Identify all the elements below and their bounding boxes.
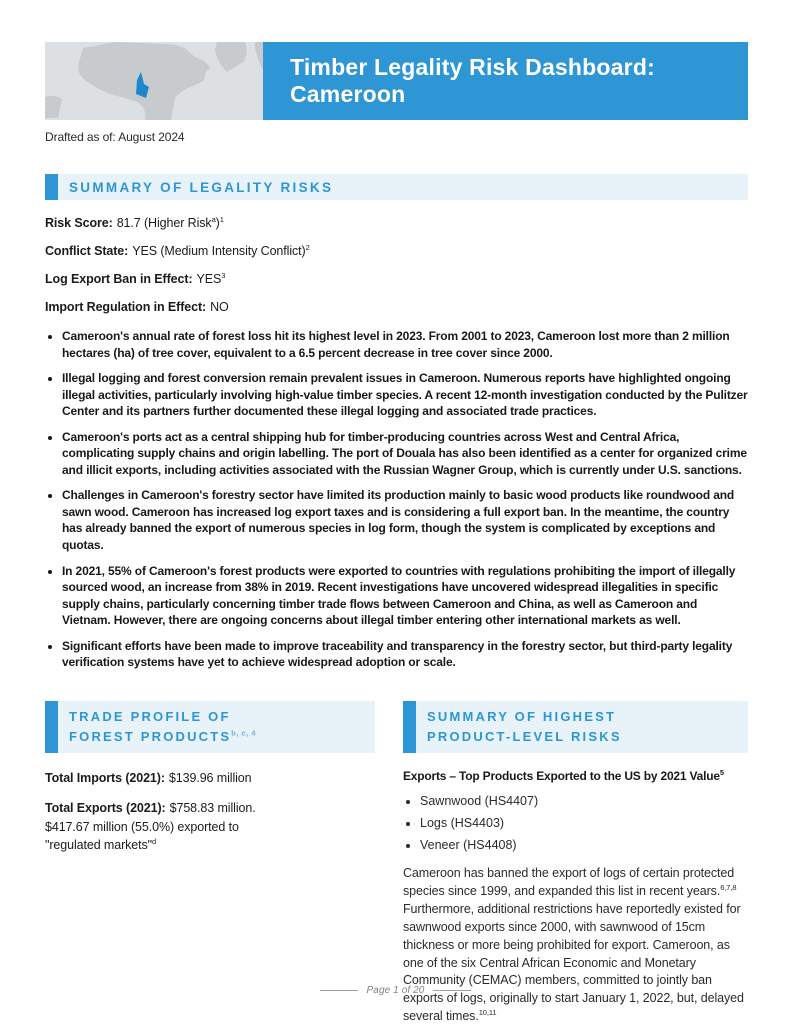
stat-import-regulation xyxy=(45,300,748,314)
product-logs: • Logs (HS4403) xyxy=(420,816,748,830)
stat-value: 81.7 (Higher Risk xyxy=(116,216,212,230)
stat-label: Risk Score: xyxy=(45,216,113,230)
top-products-list xyxy=(403,794,748,852)
stat-label: Conflict State: xyxy=(45,244,129,258)
product-risks-column xyxy=(403,701,748,1024)
stat-risk-score xyxy=(45,216,748,230)
bullet-forest-loss: • Cameroon's annual rate of forest loss hit its highest level in 2023. From 2001 to 2023, Cameroon lost more than 2 million hectares (ha) of tree cover, equivalent to a 6.5 percent decrease in tree cover since 2000. xyxy=(62,328,748,361)
lower-columns xyxy=(45,701,748,1024)
legality-bullet-list xyxy=(45,328,748,671)
trade-stats xyxy=(45,769,375,855)
africa-map-image xyxy=(45,42,263,120)
section-title xyxy=(58,701,256,753)
section-title-line2: FOREST PRODUCTS xyxy=(69,728,232,744)
bullet-export-regulations: • In 2021, 55% of Cameroon's forest products were exported to countries with regulations prohibiting the import of illegally sourced wood, an increase from 38% in 2019. Recent investigations have uncovered widespread illegalities in specific supply chains, particularly concerning timber trade flows between Cameroon and China, as well as Cameroon and Vietnam. However, there are ongoing concerns about illegal timber entering other international markets as well. xyxy=(62,563,748,629)
footnote-marker: 10,11 xyxy=(478,1007,497,1017)
stat-label: Log Export Ban in Effect: xyxy=(45,272,193,286)
stat-label: Total Exports (2021): xyxy=(45,800,166,815)
footnote-marker: 3 xyxy=(221,270,226,280)
stat-conflict-state xyxy=(45,244,748,258)
legality-stats xyxy=(45,216,748,314)
section-title-line1: SUMMARY OF HIGHEST xyxy=(427,708,617,724)
stat-value-close: ) xyxy=(215,216,220,230)
stat-value: NO xyxy=(210,300,229,314)
stat-label: Import Regulation in Effect: xyxy=(45,300,207,314)
stat-total-imports xyxy=(45,769,293,788)
footer-rule-left xyxy=(320,990,358,991)
section-header-product-risks xyxy=(403,701,748,753)
section-accent-bar xyxy=(45,174,58,200)
footnote-marker: a xyxy=(211,214,216,224)
page-footer xyxy=(0,985,791,996)
stat-total-exports xyxy=(45,799,293,855)
section-header-legality-risks xyxy=(45,174,748,200)
bullet-forestry-challenges: • Challenges in Cameroon's forestry sector have limited its production mainly to basic wood products like roundwood and sawn wood. Cameroon has increased log export taxes and is considering a full export ban. In the meantime, the country has already banned the export of numerous species in log form, though the system is complicated by exceptions and quotas. xyxy=(62,487,748,553)
title-banner xyxy=(263,42,748,120)
heading-text: Exports – Top Products Exported to the US by 2021 Value xyxy=(403,769,720,784)
page-number: Page 1 of 20 xyxy=(366,985,425,996)
stat-value: YES xyxy=(196,272,222,286)
page-title-line2: Cameroon xyxy=(290,81,406,107)
section-title: SUMMARY OF LEGALITY RISKS xyxy=(69,179,334,195)
bullet-traceability: • Significant efforts have been made to improve traceability and transparency in the forestry sector, but third-party legality verification systems have yet to achieve widespread adoption or scale. xyxy=(62,638,748,671)
footnote-marker: 2 xyxy=(305,242,310,252)
footnote-marker: 5 xyxy=(719,768,724,778)
footnote-marker: b, c, 4 xyxy=(231,728,257,738)
bullet-illegal-logging: • Illegal logging and forest conversion remain prevalent issues in Cameroon. Numerous reports have highlighted ongoing illegal activities, particularly involving high-value timber species. A recent 12-month investigation conducted by the Pulitzer Center and its partners further documented these illegal logging and associated trade practices. xyxy=(62,370,748,420)
section-accent-bar xyxy=(45,701,58,753)
footer-rule-right xyxy=(433,990,471,991)
product-sawnwood: • Sawnwood (HS4407) xyxy=(420,794,748,808)
section-title-line2: PRODUCT-LEVEL RISKS xyxy=(427,728,622,744)
bullet-ports-hub: • Cameroon's ports act as a central shipping hub for timber-producing countries across West and Central Africa, complicating supply chains and origin labelling. The port of Douala has also been identified as a center for organized crime and illicit exports, including activities associated with the Russian Wagner Group, which is currently under U.S. sanctions. xyxy=(62,429,748,479)
stat-label: Total Imports (2021): xyxy=(45,771,165,786)
footnote-marker: 6,7,8 xyxy=(720,882,737,892)
stat-value: $758.83 million. $417.67 million (55.0%) exported to "regulated markets" xyxy=(45,800,256,853)
drafted-date: Drafted as of: August 2024 xyxy=(45,130,185,144)
footnote-marker: d xyxy=(152,837,157,847)
footnote-marker: 1 xyxy=(219,214,224,224)
export-ban-paragraph xyxy=(403,865,748,1024)
section-header-trade-profile xyxy=(45,701,375,753)
stat-value: YES (Medium Intensity Conflict) xyxy=(132,244,306,258)
section-title xyxy=(416,701,622,753)
stat-log-export-ban xyxy=(45,272,748,286)
report-header xyxy=(45,42,748,120)
world-map-graphic xyxy=(45,42,263,120)
exports-top-products-heading xyxy=(403,769,748,783)
section-accent-bar xyxy=(403,701,416,753)
page-title-line1: Timber Legality Risk Dashboard: xyxy=(290,53,655,80)
section-title-line1: TRADE PROFILE OF xyxy=(69,708,231,724)
product-veneer: • Veneer (HS4408) xyxy=(420,838,748,852)
page-title xyxy=(290,54,655,108)
trade-profile-column xyxy=(45,701,375,1024)
paragraph-text: Cameroon has banned the export of logs of certain protected species since 1999, and expanded this list in recent years. xyxy=(403,866,735,898)
stat-value: $139.96 million xyxy=(168,771,252,786)
paragraph-text: Furthermore, additional restrictions have reportedly existed for sawnwood exports since 2000, with sawnwood of 15cm thickness or more being prohibited for export. Cameroon, as one of the six Central African Economic and Monetary Community (CEMAC) members, committed to jointly ban exports of logs, originally to start January 1, 2022, but, delayed several times. xyxy=(403,901,744,1024)
